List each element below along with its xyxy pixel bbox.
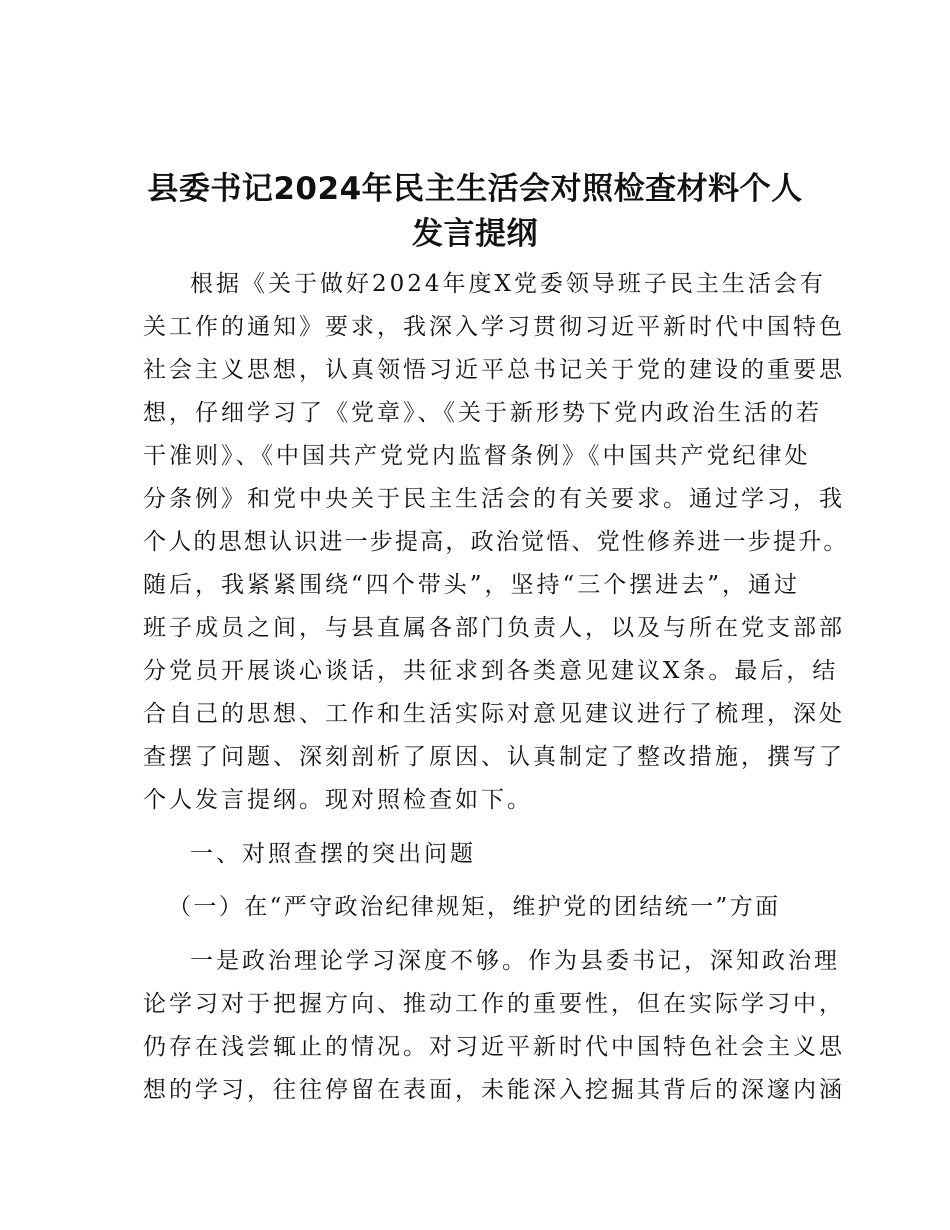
intro-line-10: 分党员开展谈心谈话，共征求到各类意见建议X条。最后，结 — [143, 658, 839, 684]
point-line-3: 仍存在浅尝辄止的情况。对习近平新时代中国特色社会主义思 — [143, 1034, 845, 1060]
point-line-2: 论学习对于把握方向、推动工作的重要性，但在实际学习中， — [143, 991, 845, 1017]
intro-line-3: 社会主义思想，认真领悟习近平总书记关于党的建设的重要思 — [143, 357, 845, 383]
intro-line-1: 根据《关于做好2024年度X党委领导班子民主生活会有 — [190, 271, 826, 297]
subsection-heading: （一）在“严守政治纪律规矩，维护党的团结统一”方面 — [168, 894, 781, 920]
intro-line-4: 想，仔细学习了《党章》、《关于新形势下党内政治生活的若 — [143, 400, 822, 426]
intro-line-6: 分条例》和党中央关于民主生活会的有关要求。通过学习，我 — [143, 486, 845, 512]
intro-line-13: 个人发言提纲。现对照检查如下。 — [143, 787, 533, 813]
intro-line-8: 随后，我紧紧围绕“四个带头”，坚持“三个摆进去”，通过 — [143, 572, 801, 598]
document-title-line-1: 县委书记2024年民主生活会对照检查材料个人 — [147, 171, 803, 207]
intro-line-5: 干准则》、《中国共产党党内监督条例》《中国共产党纪律处 — [143, 443, 811, 469]
point-line-1: 一是政治理论学习深度不够。作为县委书记，深知政治理 — [190, 948, 840, 974]
intro-line-12: 查摆了问题、深刻剖析了原因、认真制定了整改措施，撰写了 — [143, 744, 845, 770]
intro-line-7: 个人的思想认识进一步提高，政治觉悟、党性修养进一步提升。 — [143, 529, 849, 555]
intro-line-11: 合自己的思想、工作和生活实际对意见建议进行了梳理，深处 — [143, 701, 845, 727]
intro-line-9: 班子成员之间，与县直属各部门负责人，以及与所在党支部部 — [143, 615, 845, 641]
document-title-line-2: 发言提纲 — [412, 216, 538, 252]
point-line-4: 想的学习，往往停留在表面，未能深入挖掘其背后的深邃内涵 — [143, 1077, 845, 1103]
section-heading: 一、对照查摆的突出问题 — [190, 841, 476, 867]
intro-line-2: 关工作的通知》要求，我深入学习贯彻习近平新时代中国特色 — [143, 314, 845, 340]
